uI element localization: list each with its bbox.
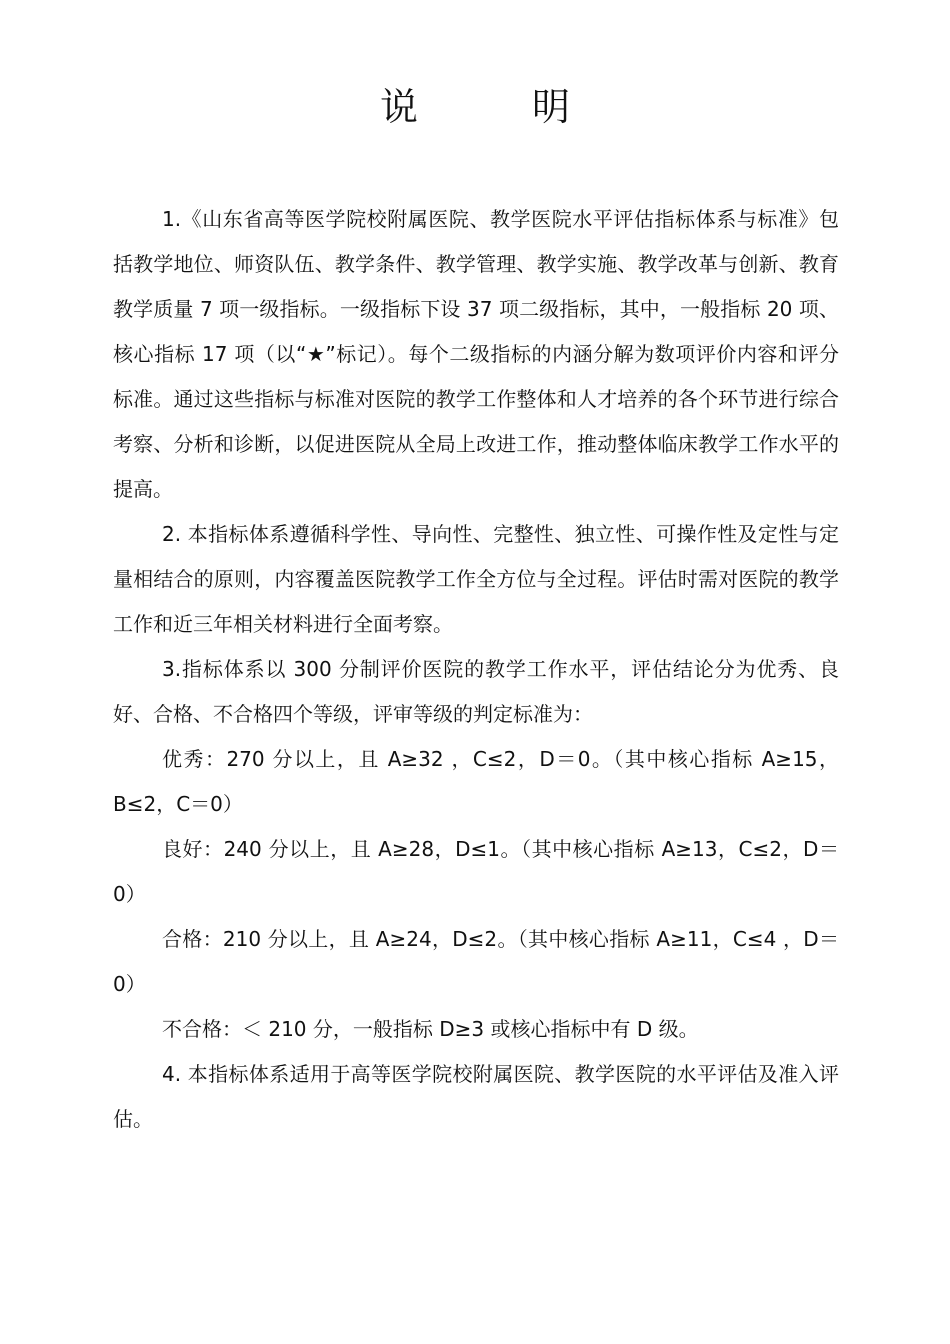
grade-good: 良好：240 分以上，且 A≥28，D≤1。（其中核心指标 A≥13，C≤2，D＝0） <box>113 837 839 906</box>
paragraph-4-scope: 4. 本指标体系适用于高等医学院校附属医院、教学医院的水平评估及准入评估。 <box>113 1062 839 1131</box>
paragraph-2-principles: 2. 本指标体系遵循科学性、导向性、完整性、独立性、可操作性及定性与定量相结合的原则，内容覆盖医院教学工作全方位与全过程。评估时需对医院的教学工作和近三年相关材料进行全面考察。 <box>113 522 839 636</box>
page-title: 说 明 <box>379 85 608 129</box>
paragraph-1-overview: 1.《山东省高等医学院校附属医院、教学医院水平评估指标体系与标准》包括教学地位、师资队伍、教学条件、教学管理、教学实施、教学改革与创新、教育教学质量 7 项一级指标。一级指标下设 37 项二级指标，其中，一般指标 20 项、核心指标 17 项（以“★”标记）。每个二级指标的内涵分解为数项评价内容和评分标准。通过这些指标与标准对医院的教学工作整体和人才培养的各个环节进行综合考察、分析和诊断，以促进医院从全局上改进工作，推动整体临床教学工作水平的提高。 <box>113 207 839 501</box>
grade-pass: 合格：210 分以上，且 A≥24，D≤2。（其中核心指标 A≥11，C≤4 ，D＝0） <box>113 927 839 996</box>
grade-excellent: 优秀：270 分以上，且 A≥32 ，C≤2，D＝0。（其中核心指标 A≥15，B≤2，C＝0） <box>113 747 839 816</box>
grade-fail: 不合格：＜ 210 分，一般指标 D≥3 或核心指标中有 D 级。 <box>162 1017 699 1041</box>
paragraph-3-grading: 3.指标体系以 300 分制评价医院的教学工作水平，评估结论分为优秀、良好、合格、不合格四个等级，评审等级的判定标准为： <box>113 657 839 726</box>
document-body <box>113 197 839 1142</box>
